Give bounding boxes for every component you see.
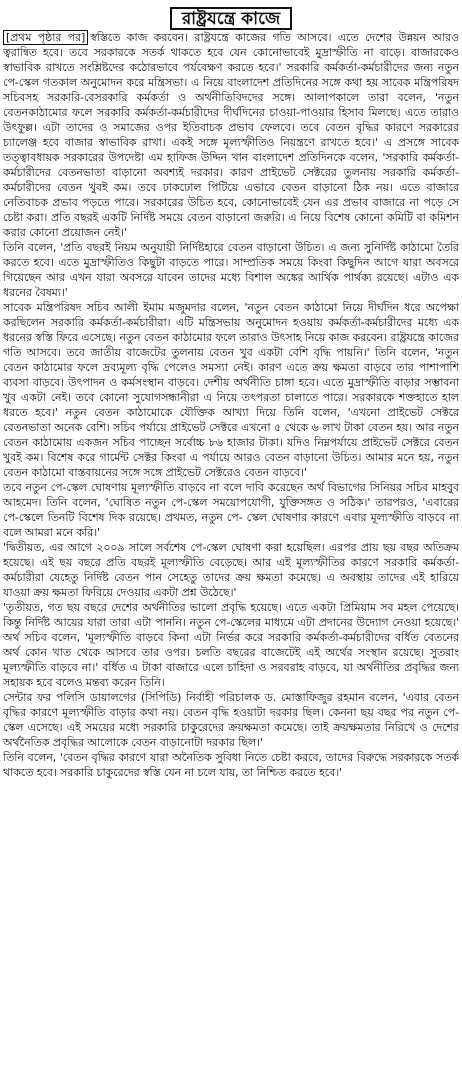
article-paragraph (3, 30, 459, 240)
article-paragraph: সেন্টার ফর পলিসি ডায়ালগের (সিপিডি) নির্বাহী পরিচালক ড. মোস্তাফিজুর রহমান বলেন, 'এবার বেতন বৃদ্ধির কারণে মূল্যস্ফীতি বাড়ার কথা নয়। বেতন বৃদ্ধি হওয়াটা দরকার ছিল। কেননা ছয় বছর পর নতুন পে-স্কেল এসেছে। এই সময়ের মধ্যে সরকারি চাকুরেদের ক্রয়ক্ষমতা কমেছে। তাই ক্রয়ক্ষমতার নিরিখে ও দেশের অর্থনৈতিক প্রবৃদ্ধির আলোকে বেতন বাড়ানোটা দরকার ছিল।' (3, 691, 459, 749)
paragraph-text: স্বস্তিতে কাজ করবেন। রাষ্ট্রযন্ত্রে কাজের গতি আসবে। এতে দেশের উন্নয়ন আরও ত্বরান্বিত হবে। তবে সরকারকে সতর্ক থাকতে হবে যেন কোনোভাবেই মুদ্রাস্ফীতি না বাড়ে। বাজারকেও স্বাভাবিক রাখতে সংশ্লিষ্টদের কঠোরভাবে পর্যবেক্ষণ করতে হবে।' সরকারি কর্মকর্তা-কর্মচারীদের জন্য নতুন পে-স্কেল গতকাল অনুমোদন করে মন্ত্রিসভা। এ নিয়ে বাংলাদেশ প্রতিদিনের সঙ্গে কথা হয় সাবেক মন্ত্রিপরিষদ সচিবসহ সরকারি-বেসরকারি কর্মকর্তা ও অর্থনীতিবিদদের সঙ্গে। আলাপকালে তারা বলেন, 'নতুন বেতনকাঠামোর ফলে সরকারি কর্মকর্তা-কর্মচারীদের দীর্ঘদিনের চাওয়া-পাওয়ার হিসাব মিলছে। এতে তারাও উৎফুল্ল। এটা তাদের ও সমাজের ওপর ইতিবাচক প্রভাব ফেলবে। তবে বেতন বৃদ্ধির কারণে সরকারের চ্যালেঞ্জ হবে বাজার স্বাভাবিক রাখা। একই সঙ্গে মূল্যস্ফীতিও নিয়ন্ত্রণে রাখতে হবে।' এ প্রসঙ্গে সাবেক তত্ত্বাবধায়ক সরকারের উপদেষ্টা এম হাফিজ উদ্দিন খান বাংলাদেশ প্রতিদিনকে বলেন, 'সরকারি কর্মকর্তা-কর্মচারীদের বেতনভাতা বাড়ানো অবশ্যই দরকার। কারণ প্রাইভেট সেক্টরের তুলনায় সরকারি কর্মকর্তা-কর্মচারীদের বেতন খুবই কম। তবে ঢাকঢোল পিটিয়ে এভাবে বেতন বাড়ানো ঠিক নয়। এতে বাজারে নেতিবাচক প্রভাব পড়তে পারে। সরকারের উচিত হবে, কোনোভাবেই যেন এর প্রভাব বাজারে না পড়ে সে চেষ্টা করা। প্রতি বছরই একটি নির্দিষ্ট সময়ে বেতন বাড়ানো জরুরি। এ নিয়ে বিশেষ কোনো কমিটি বা কমিশন করার কোনো প্রয়োজন নেই।' (3, 31, 459, 239)
article-headline: রাষ্ট্রযন্ত্রে কাজে (170, 7, 292, 30)
article-paragraph: সাবেক মন্ত্রিপরিষদ সচিব আলী ইমাম মজুমদার বলেন, 'নতুন বেতন কাঠামো নিয়ে দীর্ঘদিন ধরে অপেক্ষা করছিলেন সরকারি কর্মকর্তা-কর্মচারীরা। এটি মন্ত্রিসভায় অনুমোদন হওয়ায় কর্মকর্তা-কর্মচারীদের মধ্যে এক ধরনের স্বস্তি ফিরে এসেছে। নতুন বেতন কাঠামোর ফলে তারাও উৎসাহ নিয়ে কাজ করবেন। রাষ্ট্রযন্ত্রে কাজের গতি আসবে। তবে জাতীয় বাজেটের তুলনায় বেতন খুব একটা বেশি বৃদ্ধি পায়নি।' তিনি বলেন, 'নতুন বেতন কাঠামোর ফলে দ্রব্যমূল্য বৃদ্ধি পেলেও সমস্যা নেই। কারণ এতে ক্রয় ক্ষমতা বাড়বে তার পাশাপাশি ব্যবসা বাড়বে। উৎপাদন ও কর্মসংস্থান বাড়বে। দেশীয় অর্থনীতি চাঙ্গা হবে। এতে মুদ্রাস্ফীতি বাড়ার সম্ভাবনা খুব একটা নেই। তবে কোনো সুযোগসন্ধানীরা এ নিয়ে তৎপরতা চালাতে পারে। সরকারকে শক্তহাতে হাল ধরতে হবে।' নতুন বেতন কাঠামোকে যৌক্তিক আখ্যা দিয়ে তিনি বলেন, 'এখনো প্রাইভেট সেক্টরে বেতনভাতা অনেক বেশি। সচিব পর্যায়ে প্রাইভেট সেক্টরে এখনো ৫ থেকে ৬ লাখ টাকা বেতন হয়। আর নতুন বেতন কাঠামোয় একজন সচিব পাচ্ছেন সর্বোচ্চ ৮৬ হাজার টাকা। যদিও নিম্নপর্যায়ে প্রাইভেট সেক্টরে বেতন খুবই কম। বিশেষ করে গার্মেন্ট সেক্টর কিংবা এ পর্যায়ে আরও বেতন বাড়ানো উচিত। আমার মনে হয়, নতুন বেতন কাঠামো বাস্তবায়নের সঙ্গে সঙ্গে প্রাইভেট সেক্টরেও বেতন বাড়বে।' (3, 301, 459, 479)
headline-area (3, 0, 459, 30)
continuation-label: [প্রথম পৃষ্ঠার পর] (3, 30, 88, 45)
article-body (3, 30, 459, 780)
article-paragraph: তবে নতুন পে-স্কেল ঘোষণায় মূল্যস্ফীতি বাড়বে না বলে দাবি করেছেন অর্থ বিভাগের সিনিয়র সচিব মাহবুব আহমেদ। তিনি বলেন, 'ঘোষিত নতুন পে-স্কেল সময়োপযোগী, যুক্তিসঙ্গত ও সঠিক।' তারপরও, 'এবারের পে-স্কেলে তিনটি বিশেষ দিক রয়েছে। প্রথমত, নতুন পে- স্কেল ঘোষণার কারণে এবার মূল্যস্ফীতি বাড়বে না বলে আমরা মনে করি।' (3, 481, 459, 539)
article-paragraph: তিনি বলেন, 'বেতন বৃদ্ধির কারণে যারা অনৈতিক সুবিধা নিতে চেষ্টা করবে, তাদের বিরুদ্ধে সরকারকে সতর্ক থাকতে হবে। সরকারি চাকুরেদের স্বস্তি যেন না চলে যায়, তা নিশ্চিত করতে হবে।' (3, 751, 459, 779)
article-paragraph: তিনি বলেন, 'প্রতি বছরই নিয়ম অনুযায়ী নির্দিষ্টহারে বেতন বাড়ানো উচিত। এ জন্য সুনির্দিষ্ট কাঠামো তৈরি করতে হবে। এতে মুদ্রাস্ফীতিও কিছুটা বাড়তে পারে। সাম্প্রতিক সময়ে কিংবা কিছুদিন আগে যারা অবসরে গিয়েছেন আর এখন যারা অবসরে যাবেন তাদের মধ্যে বিশাল অঙ্কের আর্থিক পার্থক্য রয়েছে। এটাও এক ধরনের বৈষম্য।' (3, 241, 459, 299)
article-paragraph: 'দ্বিতীয়ত, এর আগে ২০০৯ সালে সর্বশেষ পে-স্কেল ঘোষণা করা হয়েছিল। এরপর প্রায় ছয় বছর অতিক্রম হয়েছে। এই ছয় বছরে প্রতি বছরই মূল্যস্ফীতি বেড়েছে। আর এই মূল্যস্ফীতির কারণে সরকারি কর্মকর্তা-কর্মচারীরা যেহেতু নির্দিষ্ট বেতন পান সেহেতু তাদের ক্রয় ক্ষমতা কমেছে। এ অবস্থায় তাদের এই হারিয়ে যাওয়া ক্রয় ক্ষমতা ফিরিয়ে দেওয়ার একটা প্রশ্ন উঠেছে।' (3, 541, 459, 599)
article-paragraph: 'তৃতীয়ত, গত ছয় বছরে দেশের অর্থনীতির ভালো প্রবৃদ্ধি হয়েছে। এতে একটা প্রিমিয়াম সব মহল পেয়েছে। কিন্তু নির্দিষ্ট আয়ের যারা তারা এটা পাননি। নতুন পে-স্কেলের মাধ্যমে এটা প্রদানের উদ্যোগ নেওয়া হয়েছে।' অর্থ সচিব বলেন, 'মূল্যস্ফীতি বাড়বে কিনা এটা নির্ভর করে সরকারি কর্মকর্তা-কর্মচারীদের বর্ধিত বেতনের অর্থ কোন খাত থেকে আসবে তার ওপর। চলতি বছরের বাজেটেই এই অর্থের সংস্থান রয়েছে। সুতরাং মূল্যস্ফীতি বাড়বে না।' বর্ধিত এ টাকা বাজারে এলে চাহিদা ও সরবরাহ বাড়বে, যা অর্থনীতির প্রবৃদ্ধির জন্য সহায়ক হবে বলেও মন্তব্য করেন তিনি। (3, 601, 459, 689)
